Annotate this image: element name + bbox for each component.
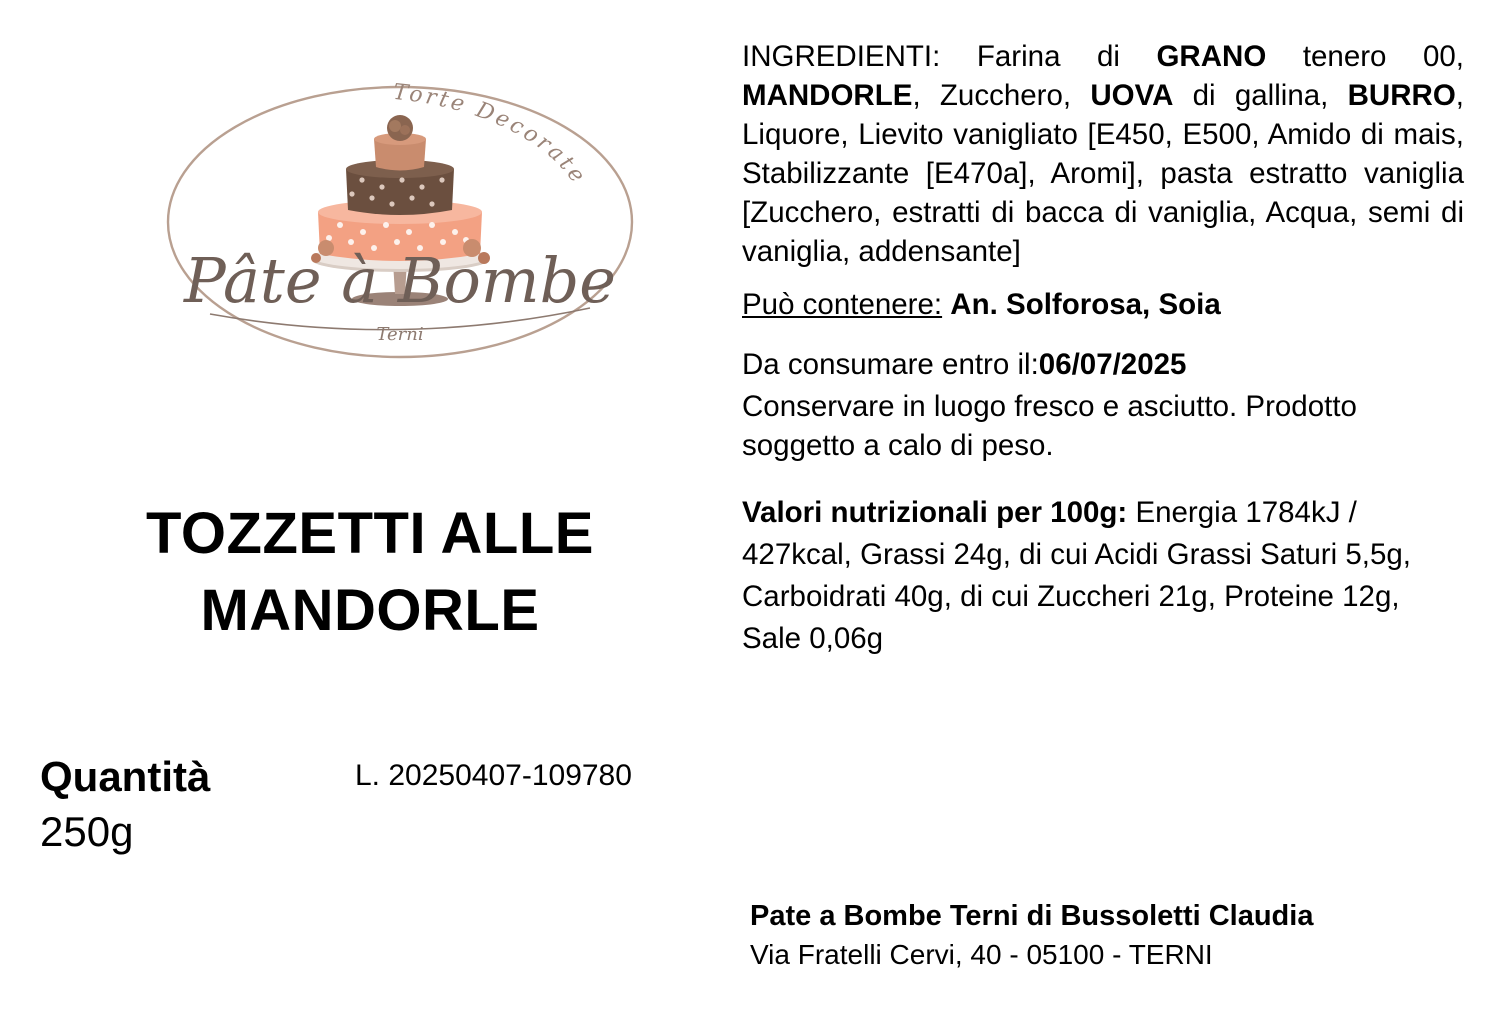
- brand-logo: [150, 62, 650, 392]
- ingredients-heading: INGREDIENTI:: [742, 40, 941, 73]
- may-contain-line: [742, 286, 1464, 324]
- label-right-column: [742, 38, 1464, 660]
- best-before-date: 06/07/2025: [1038, 347, 1187, 381]
- nutrition-heading: Valori nutrizionali per 100g:: [742, 496, 1128, 530]
- may-contain-label: Può contenere:: [742, 287, 943, 321]
- page-title: TOZZETTI ALLE MANDORLE: [146, 501, 594, 644]
- best-before-line: [742, 346, 1464, 384]
- nutrition-values: Energia 1784kJ / 427kcal, Grassi 24g, di cui Acidi Grassi Saturi 5,5g, Carboidrati 40g, di cui Zuccheri 21g, Proteine 12g, Sale 0,06g: [742, 496, 1411, 655]
- quantity-label: Quantità: [40, 753, 211, 800]
- nutrition-block: [742, 492, 1464, 660]
- lot-code: L. 20250407-109780: [355, 759, 632, 792]
- logo-brand-name: Pâte à Bombe: [184, 244, 616, 317]
- may-contain-items: An. Solforosa, Soia: [950, 287, 1221, 321]
- ingredients-paragraph: [742, 38, 1464, 272]
- company-address: Via Fratelli Cervi, 40 - 05100 - TERNI: [750, 939, 1213, 971]
- label-left-column: [0, 0, 720, 1014]
- quantity-value: 250g: [40, 807, 134, 855]
- storage-instructions: Conservare in luogo fresco e asciutto. Prodotto soggetto a calo di peso.: [742, 390, 1357, 463]
- company-block: [750, 898, 1490, 974]
- ingredients-text: Farina di GRANO tenero 00, MANDORLE, Zucchero, UOVA di gallina, BURRO, Liquore, Lievito vanigliato [E450, E500, Amido di mais, Stabilizzante [E470a], Aromi], pasta estratto vaniglia [Zucchero, estratti di bacca di vaniglia, Acqua, semi di vaniglia, addensante]: [742, 40, 1464, 268]
- quantity-block: [40, 752, 340, 858]
- company-name: Pate a Bombe Terni di Bussoletti Claudia: [750, 900, 1314, 932]
- best-before-label: Da consumare entro il:: [742, 347, 1039, 381]
- logo-arc-text: Torte Decorate: [392, 79, 592, 190]
- logo-city: Terni: [376, 324, 424, 345]
- brand-logo-svg: [150, 62, 650, 392]
